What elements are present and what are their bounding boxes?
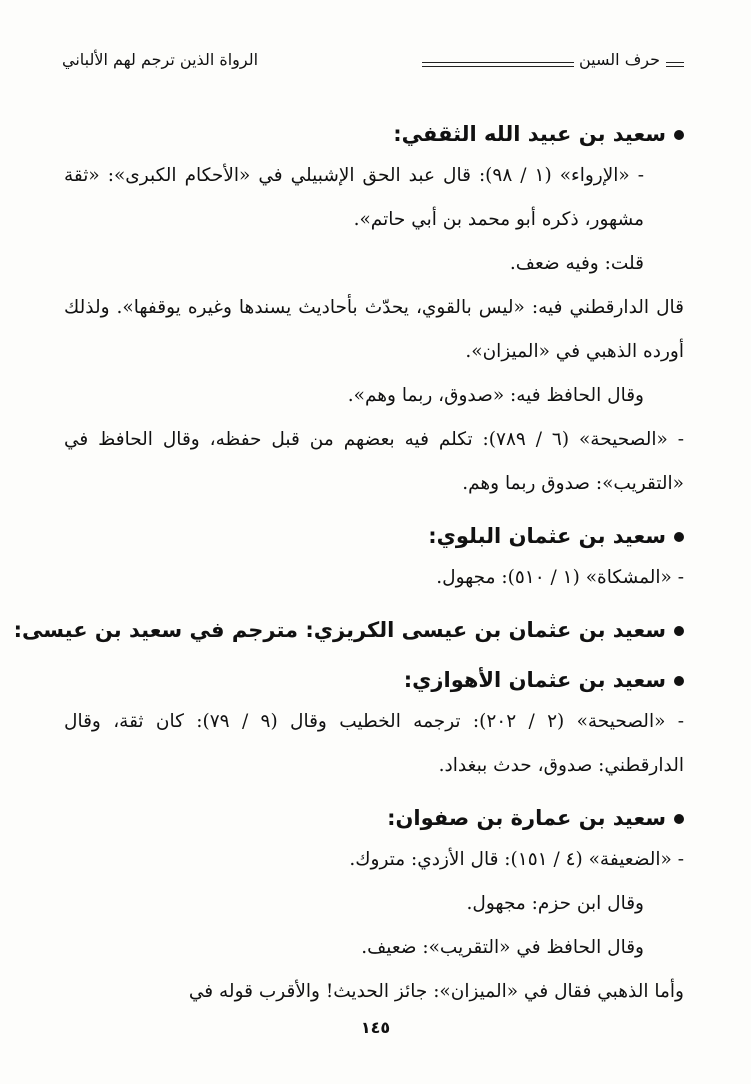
paragraph: وقال الحافظ فيه: «صدوق، ربما وهم». [347, 385, 644, 406]
bullet-icon [674, 676, 684, 686]
entry-heading [64, 516, 684, 556]
bullet-icon [674, 626, 684, 636]
entry-name: سعيد بن عبيد الله الثقفي: [393, 122, 666, 146]
entry-heading [64, 660, 684, 700]
paragraph: وقال الحافظ في «التقريب»: ضعيف. [361, 937, 644, 958]
page-body [13, 104, 684, 1014]
paragraph: وقال ابن حزم: مجهول. [466, 893, 644, 914]
entry-heading [13, 610, 684, 650]
paragraph: - «الإرواء» (١ / ٩٨): قال عبد الحق الإشبيلي في «الأحكام الكبرى»: «ثقة مشهور، ذكره أبو محمد بن أبي حاتم». [64, 165, 645, 230]
header-rule-right [666, 62, 684, 63]
running-header [62, 40, 684, 80]
header-chapter: حرف السين [579, 50, 660, 69]
paragraph: وأما الذهبي فقال في «الميزان»: جائز الحديث! والأقرب قوله في [188, 981, 684, 1002]
bullet-icon [674, 532, 684, 542]
entry-name: سعيد بن عثمان الأهوازي: [403, 668, 666, 692]
paragraph: - «الصحيحة» (٢ / ٢٠٢): ترجمه الخطيب وقال (٩ / ٧٩): كان ثقة، وقال الدارقطني: صدوق، حدث ببغداد. [64, 711, 684, 776]
paragraph: قال الدارقطني فيه: «ليس بالقوي، يحدّث بأحاديث يسندها وغيره يوقفها». ولذلك أورده الذهبي في «الميزان». [64, 297, 684, 362]
entry-name: سعيد بن عثمان البلوي: [428, 524, 666, 548]
bullet-icon [674, 130, 684, 140]
page-number: ١٤٥ [360, 1018, 391, 1037]
entry-heading [64, 114, 684, 154]
paragraph: - «الضعيفة» (٤ / ١٥١): قال الأزدي: متروك. [349, 849, 684, 870]
bullet-icon [674, 814, 684, 824]
paragraph: قلت: وفيه ضعف. [509, 253, 644, 274]
entry-name: سعيد بن عثمان بن عيسى الكريزي: مترجم في سعيد بن عيسى: [13, 618, 666, 642]
entry-heading [64, 798, 684, 838]
header-rule-middle [422, 62, 574, 63]
paragraph: - «المشكاة» (١ / ٥١٠): مجهول. [436, 567, 684, 588]
paragraph: - «الصحيحة» (٦ / ٧٨٩): تكلم فيه بعضهم من قبل حفظه، وقال الحافظ في «التقريب»: صدوق ربما وهم. [64, 429, 684, 494]
header-book-title: الرواة الذين ترجم لهم الألباني [62, 50, 259, 69]
entry-name: سعيد بن عمارة بن صفوان: [387, 806, 666, 830]
